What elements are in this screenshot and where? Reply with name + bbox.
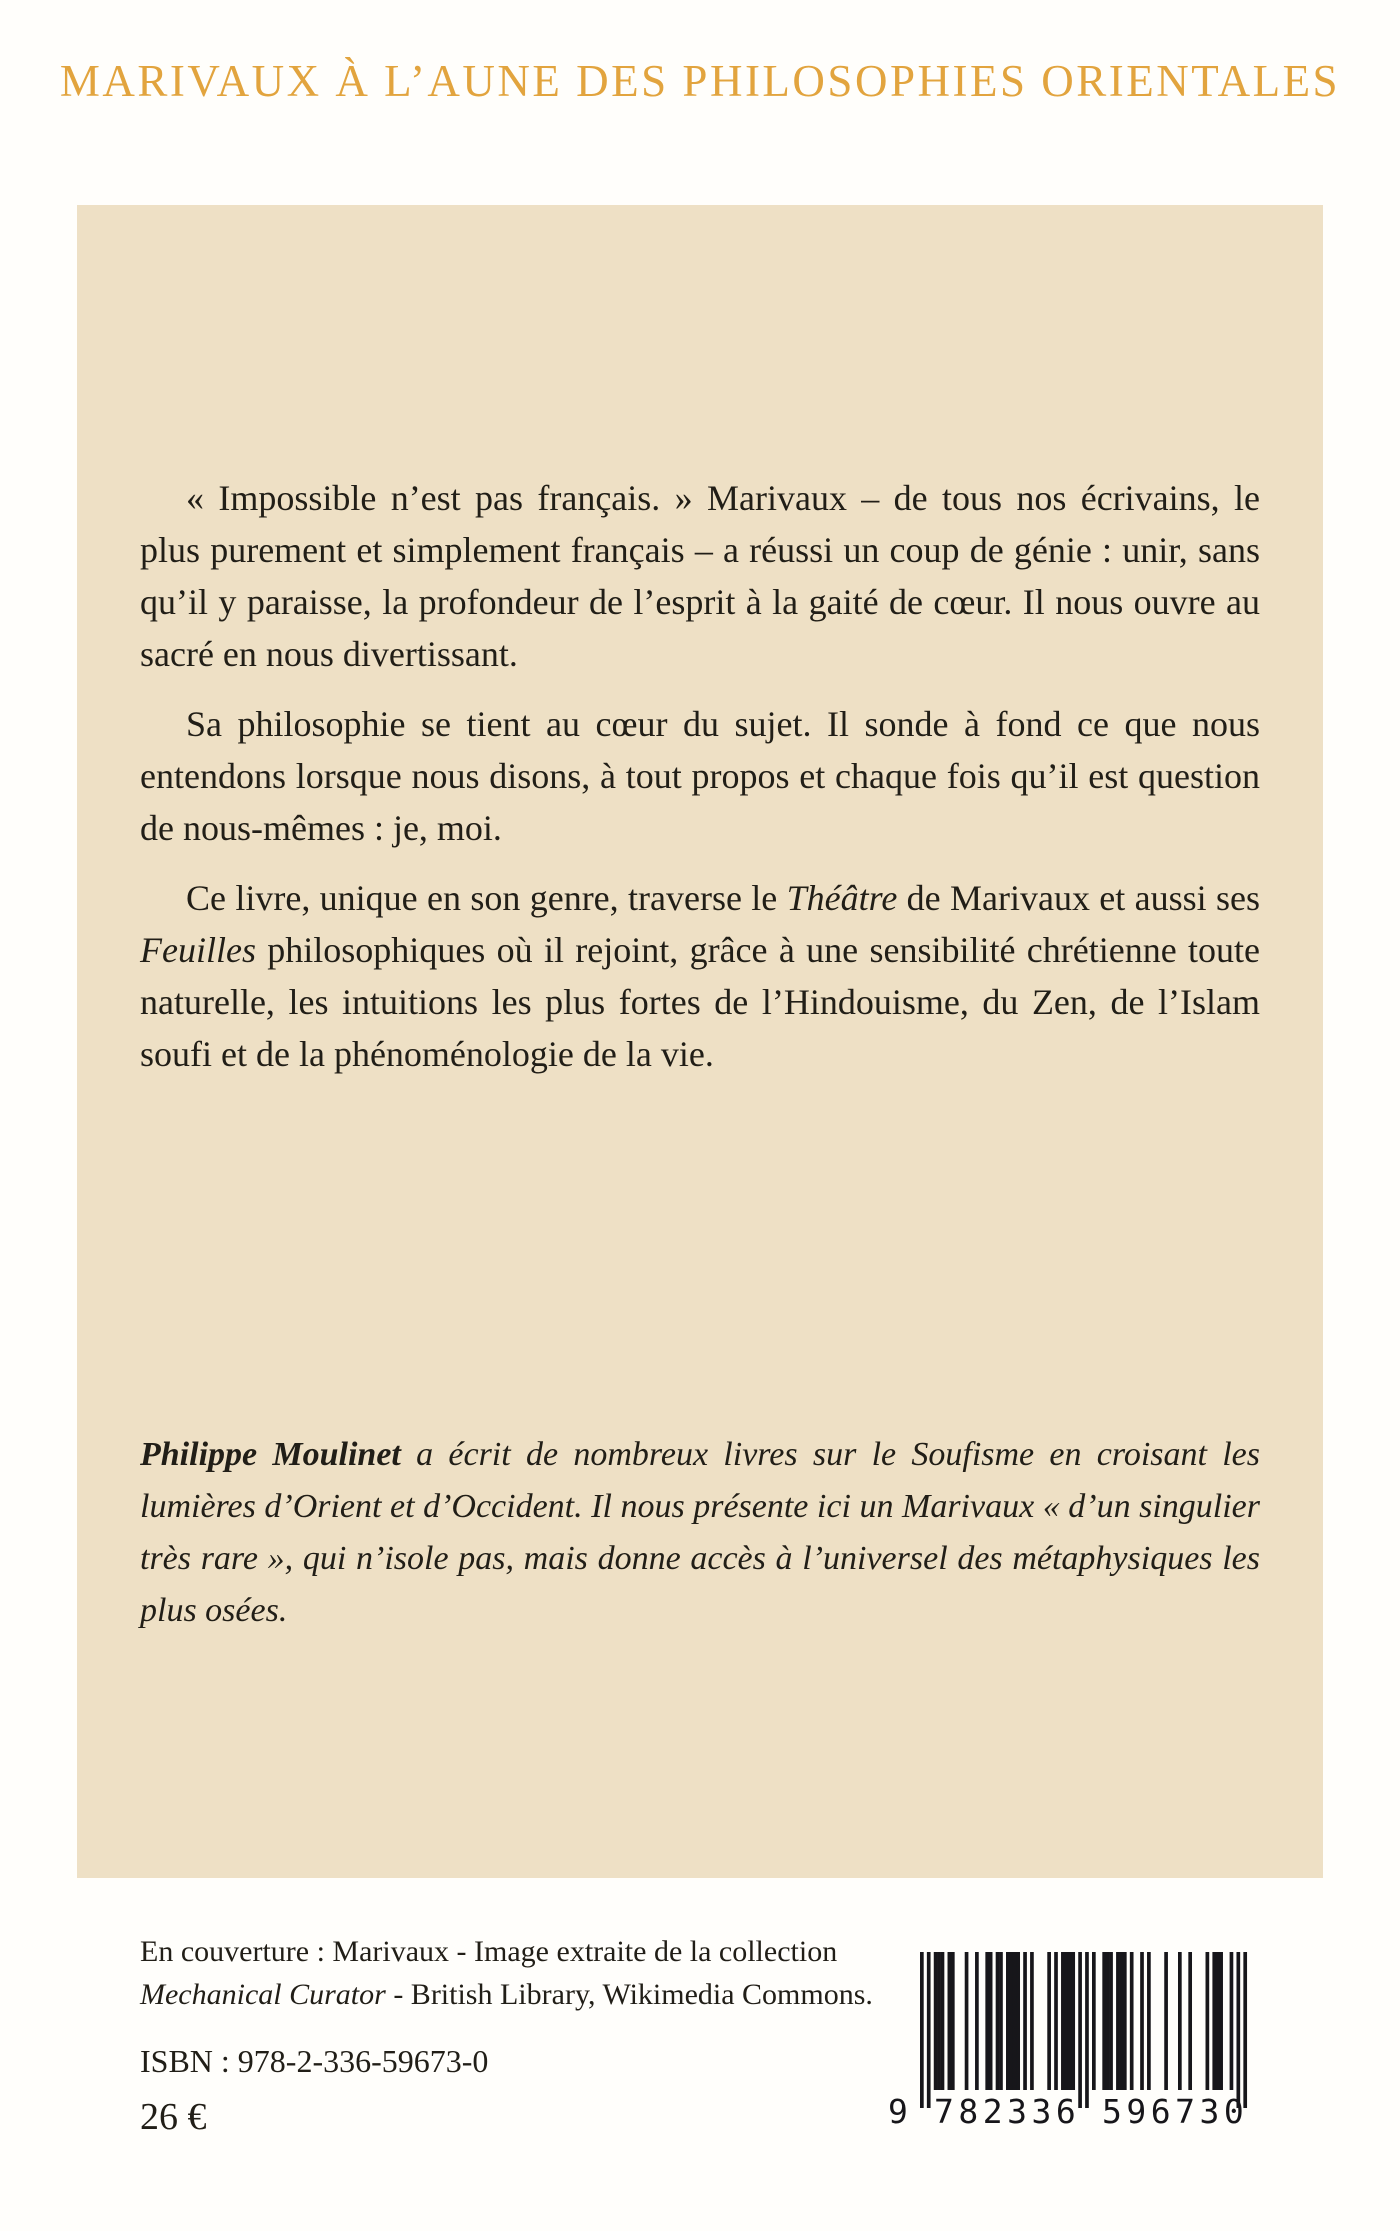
barcode-digit-group1: 782336	[934, 2092, 1081, 2131]
book-title: MARIVAUX À L’AUNE DES PHILOSOPHIES ORIENTALES	[59, 56, 1341, 106]
cover-credit-line1: En couverture : Marivaux - Image extraite de la collection	[140, 1935, 838, 1968]
cover-credit	[140, 1930, 900, 2016]
isbn-text: ISBN : 978-2-336-59673-0	[140, 2043, 489, 2079]
ean13-barcode	[888, 1952, 1250, 2144]
barcode-digit-group2: 596730	[1102, 2092, 1249, 2131]
cover-credit-line2: Mechanical Curator - British Library, Wikimedia Commons.	[140, 1978, 873, 2011]
blurb-paragraph: « Impossible n’est pas français. » Marivaux – de tous nos écrivains, le plus purement et simplement français – a réussi un coup de génie : unir, sans qu’il y paraisse, la profondeur de l’esprit à la gaité de cœur. Il nous ouvre au sacré en nous divertissant.	[140, 478, 1260, 674]
price-text: 26 €	[140, 2096, 207, 2138]
blurb-paragraph: Sa philosophie se tient au cœur du sujet. Il sonde à fond ce que nous entendons lorsque nous disons, à tout propos et chaque fois qu’il est question de nous-mêmes : je, moi.	[140, 704, 1260, 848]
blurb-paragraph: Ce livre, unique en son genre, traverse le Théâtre de Marivaux et aussi ses Feuilles philosophiques où il rejoint, grâce à une sensibilité chrétienne toute naturelle, les intuitions les plus fortes de l’Hindouisme, du Zen, de l’Islam soufi et de la phénoménologie de la vie.	[140, 878, 1260, 1074]
barcode-digit-leading: 9	[888, 2092, 908, 2131]
author-bio: Philippe Moulinet a écrit de nombreux livres sur le Soufisme en croisant les lumières d’Orient et d’Occident. Il nous présente ici un Marivaux « d’un singulier très rare », qui n’isole pas, mais donne accès à l’universel des métaphysiques les plus osées.	[140, 1436, 1260, 1629]
barcode-bars-image	[888, 1952, 1250, 2110]
barcode-digits	[888, 2090, 1250, 2140]
blurb-text	[140, 472, 1260, 1098]
blurb-panel	[77, 205, 1323, 1878]
